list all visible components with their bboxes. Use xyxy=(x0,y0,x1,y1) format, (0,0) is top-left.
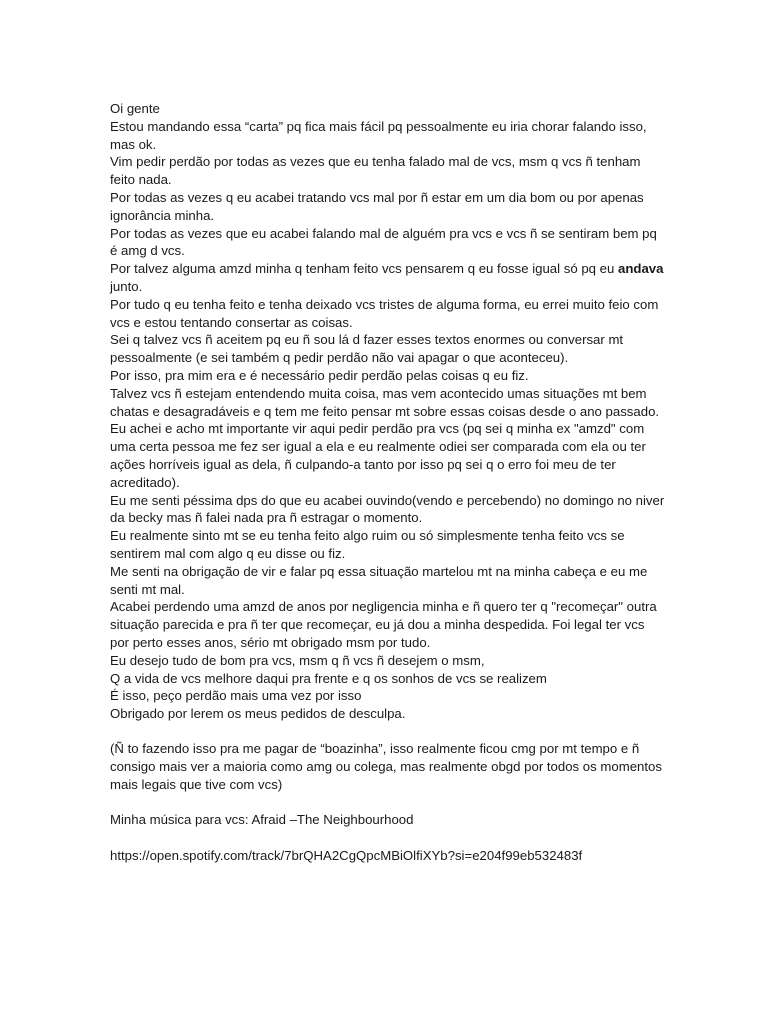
paragraph-obrigacao: Me senti na obrigação de vir e falar pq essa situação martelou mt na minha cabeça e eu me senti mt mal. xyxy=(110,563,648,597)
paragraph-errei: Por tudo q eu tenha feito e tenha deixado vcs tristes de alguma forma, eu errei muito feio com vcs e estou tentando consertar as coisas. xyxy=(110,296,659,330)
paragraph-aceitem: Sei q talvez vcs ñ aceitem pq eu ñ sou lá d fazer esses textos enormes ou conversar mt pessoalmente (e sei também q pedir perdão não vai apagar o que aconteceu). xyxy=(110,332,624,366)
paragraph-vida: Q a vida de vcs melhore daqui pra frente e q os sonhos de vcs se realizem xyxy=(110,670,547,686)
paragraph-necessario: Por isso, pra mim era e é necessário pedir perdão pelas coisas q eu fiz. xyxy=(110,367,529,383)
paragraph-obrigado: Obrigado por lerem os meus pedidos de desculpa. xyxy=(110,706,406,722)
paragraph-desejo: Eu desejo tudo de bom pra vcs, msm q ñ vcs ñ desejem o msm, xyxy=(110,652,485,668)
letter-body xyxy=(110,100,666,864)
song-recommendation: Minha música para vcs: Afraid –The Neighbourhood xyxy=(110,812,414,828)
paragraph-importante: Eu achei e acho mt importante vir aqui pedir perdão pra vcs (pq sei q minha ex "amzd" com uma certa pessoa me fez ser igual a ela e eu realmente odiei ser comparada com ela ou ter ações horríveis igual as dela, ñ culpando-a tanto por isso pq sei q o erro foi meu de ter acreditado). xyxy=(110,421,646,490)
paragraph-despedida: Acabei perdendo uma amzd de anos por negligencia minha e ñ quero ter q "recomeçar" outra situação parecida e pra ñ ter que recomeçar, eu já dou a minha despedida. Foi legal ter vcs por perto esses anos, sério mt obrigado msm por tudo. xyxy=(110,599,657,650)
spotify-link[interactable]: https://open.spotify.com/track/7brQHA2CgQpcMBiOlfiXYb?si=e204f99eb532483f xyxy=(110,847,583,863)
paragraph-situacoes: Talvez vcs ñ estejam entendendo muita coisa, mas vem acontecido umas situações mt bem chatas e desagradáveis e q tem me feito pensar mt sobre essas coisas desde o ano passado. xyxy=(110,385,660,419)
andava-line-before: Por talvez alguma amzd minha q tenham feito vcs pensarem q eu fosse igual só pq eu xyxy=(110,261,618,277)
andava-line-after: junto. xyxy=(110,278,143,294)
paragraph-falando-mal: Por todas as vezes que eu acabei falando mal de alguém pra vcs e vcs ñ se sentiram bem pq é amg d vcs. xyxy=(110,225,657,259)
paragraph-perdao: Vim pedir perdão por todas as vezes que eu tenha falado mal de vcs, msm q vcs ñ tenham feito nada. xyxy=(110,154,641,188)
paragraph-pessima: Eu me senti péssima dps do que eu acabei ouvindo(vendo e percebendo) no domingo no niver da becky mas ñ falei nada pra ñ estragar o momento. xyxy=(110,492,665,526)
paragraph-tratando-mal: Por todas as vezes q eu acabei tratando vcs mal por ñ estar em um dia bom ou por apenas ignorância minha. xyxy=(110,189,644,223)
postscript: (Ñ to fazendo isso pra me pagar de “boazinha”, isso realmente ficou cmg por mt tempo e ñ consigo mais ver a maioria como amg ou colega, mas realmente obgd por todos os momentos mais legais que tive com vcs) xyxy=(110,741,662,792)
andava-bold-word: andava xyxy=(618,261,664,277)
paragraph-amizade xyxy=(110,260,666,296)
paragraph-sinto: Eu realmente sinto mt se eu tenha feito algo ruim ou só simplesmente tenha feito vcs se sentirem mal com algo q eu disse ou fiz. xyxy=(110,528,625,561)
greeting: Oi gente xyxy=(110,101,160,116)
paragraph-e-isso: É isso, peço perdão mais uma vez por isso xyxy=(110,688,362,704)
paragraph-carta: Estou mandando essa “carta” pq fica mais fácil pq pessoalmente eu iria chorar falando isso, mas ok. xyxy=(110,118,647,152)
